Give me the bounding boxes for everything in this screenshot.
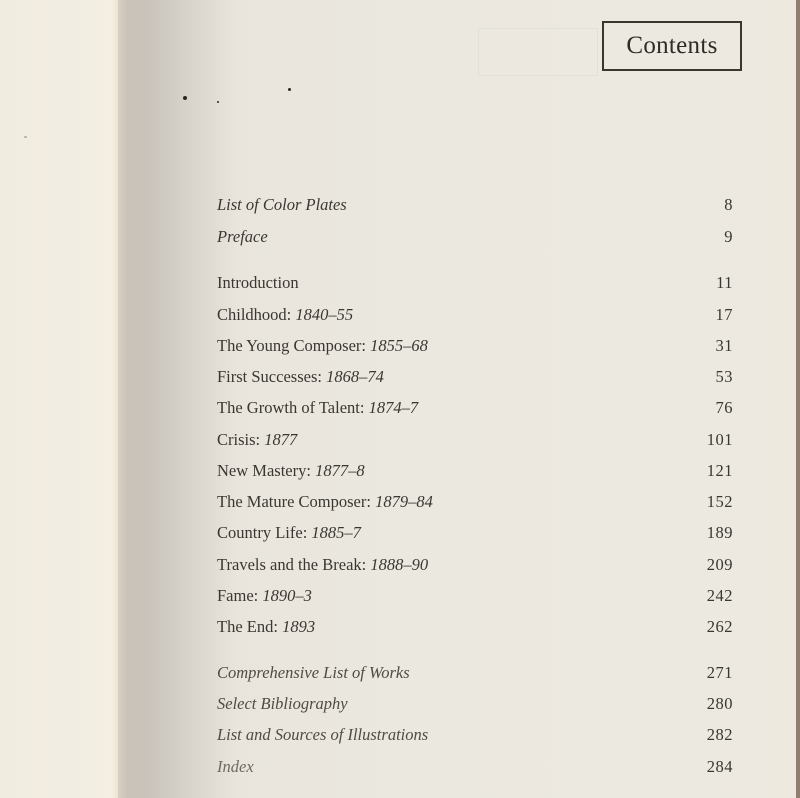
toc-entry-mature-composer[interactable] (217, 490, 733, 514)
toc-entry-page: 282 (706, 725, 733, 744)
toc-entry-crisis[interactable] (217, 428, 733, 452)
toc-entry-the-end[interactable] (217, 615, 733, 639)
toc-entry-label: Introduction (217, 273, 299, 292)
toc-entry-first-successes[interactable] (217, 365, 733, 389)
toc-entry-page: 209 (706, 555, 733, 574)
toc-entry-page: 152 (706, 492, 733, 511)
toc-entry-page: 262 (706, 617, 733, 636)
toc-entry-page: 8 (724, 195, 733, 214)
toc-entry-page: 280 (706, 694, 733, 713)
toc-entry-fame[interactable] (217, 584, 733, 608)
page-title: Contents (626, 32, 718, 59)
paper-speck (183, 96, 187, 100)
toc-entry-label: The End: 1893 (217, 617, 316, 636)
toc-entry-bibliography[interactable] (217, 692, 733, 716)
paper-speck (24, 136, 27, 138)
toc-entry-travels-and-break[interactable] (217, 553, 733, 577)
toc-entry-page: 76 (715, 398, 733, 417)
toc-entry-label: Preface (217, 227, 268, 246)
toc-entry-label: First Successes: 1868–74 (217, 367, 384, 386)
toc-entry-label: New Mastery: 1877–8 (217, 461, 365, 480)
toc-entry-label: Comprehensive List of Works (217, 663, 410, 682)
toc-entry-young-composer[interactable] (217, 334, 733, 358)
toc-entry-childhood[interactable] (217, 303, 733, 327)
toc-entry-page: 101 (706, 430, 733, 449)
toc-entry-page: 121 (706, 461, 733, 480)
toc-entry-new-mastery[interactable] (217, 459, 733, 483)
toc-entry-label: Travels and the Break: 1888–90 (217, 555, 429, 574)
toc-entry-page: 284 (706, 757, 733, 776)
page-edge (796, 0, 800, 798)
paper-speck (288, 88, 291, 91)
toc-entry-label: Select Bibliography (217, 694, 348, 713)
toc-entry-label: The Growth of Talent: 1874–7 (217, 398, 419, 417)
toc-entry-label: Childhood: 1840–55 (217, 305, 354, 324)
show-through-box (478, 28, 598, 76)
toc-entry-illustrations[interactable] (217, 723, 733, 747)
paper-speck (217, 101, 219, 103)
toc-entry-page: 31 (715, 336, 733, 355)
toc-entry-country-life[interactable] (217, 521, 733, 545)
toc-entry-index[interactable] (217, 755, 733, 779)
toc-entry-label: The Young Composer: 1855–68 (217, 336, 428, 355)
toc-entry-introduction[interactable] (217, 271, 733, 295)
toc-entry-page: 242 (706, 586, 733, 605)
toc-entry-page: 9 (724, 227, 733, 246)
toc-entry-label: Index (217, 757, 254, 776)
contents-heading-box (602, 21, 742, 71)
toc-entry-label: Country Life: 1885–7 (217, 523, 361, 542)
toc-entry-list-of-works[interactable] (217, 661, 733, 685)
toc-entry-label: The Mature Composer: 1879–84 (217, 492, 433, 511)
toc-entry-label: List and Sources of Illustrations (217, 725, 429, 744)
toc-entry-label: Crisis: 1877 (217, 430, 298, 449)
left-page (0, 0, 118, 798)
toc-entry-page: 17 (715, 305, 733, 324)
toc-entry-page: 271 (706, 663, 733, 682)
toc-entry-growth-of-talent[interactable] (217, 396, 733, 420)
toc-entry-preface[interactable] (217, 225, 733, 249)
toc-entry-page: 11 (716, 273, 733, 292)
toc-entry-page: 189 (706, 523, 733, 542)
toc-entry-label: List of Color Plates (217, 195, 347, 214)
toc-entry-list-of-color-plates[interactable] (217, 193, 733, 217)
toc-entry-page: 53 (715, 367, 733, 386)
toc-entry-label: Fame: 1890–3 (217, 586, 312, 605)
